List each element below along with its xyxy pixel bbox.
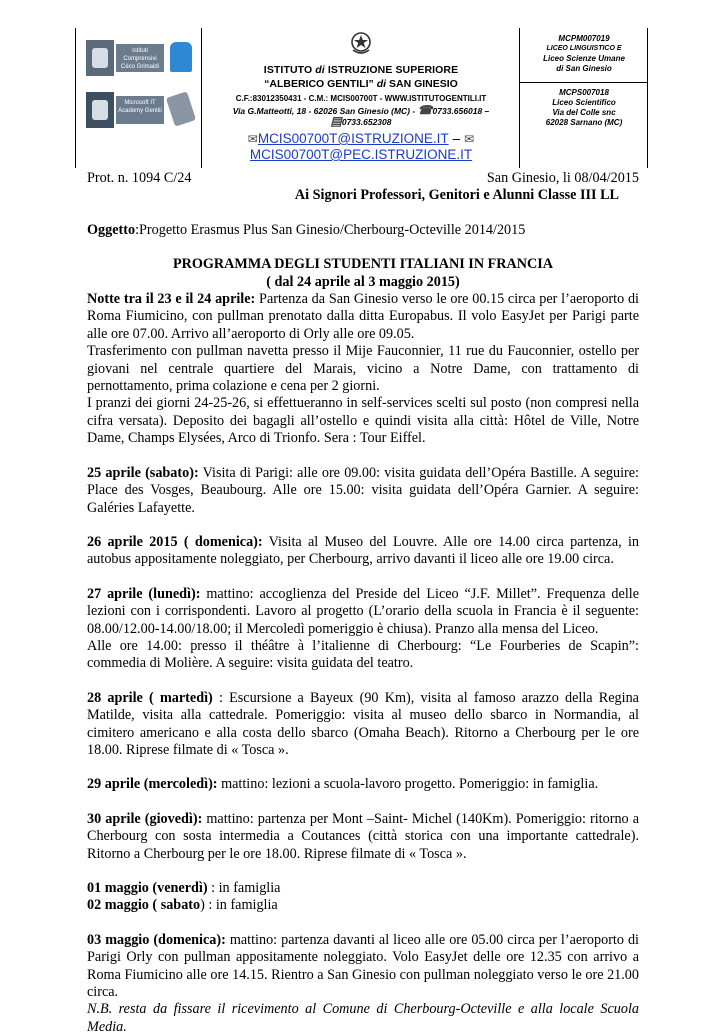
- protocol-row: [87, 170, 639, 187]
- day-26-april: 26 aprile 2015 ( domenica): Visita al Museo del Louvre. Alle ore 14.00 circa partenza, in autobus appositamente noleggiato, per Cherbourg, arrivo davanti il liceo alle ore 19.00 circa.: [87, 533, 639, 568]
- day-27-april-afternoon: Alle ore 14.00: presso il théâtre à l’italienne di Cherbourg: “Le Fourberies de Scapin”: commedia di Molière. A seguire: visita guidata del teatro.: [87, 637, 639, 672]
- envelope-icon: ✉: [247, 132, 258, 146]
- institute-name-line-1: ISTITUTO di ISTRUZIONE SUPERIORE: [263, 64, 459, 76]
- box-icon: [166, 91, 196, 126]
- subject: Oggetto:Progetto Erasmus Plus San Ginesio/Cherbourg-Octeville 2014/2015: [87, 221, 526, 238]
- day-28-april: 28 aprile ( martedì) : Escursione a Bayeux (90 Km), visita al famoso arazzo della Regina Matilde, visita alla cattedrale. Pomeriggio: visita al museo dello sbarco in Normandia, al cimitero americano e alla costa dello sbarco (Omaha Beach). Ritorno a Cherbourg per le ore 18.00. Riprese filmate di « Tosca ».: [87, 689, 639, 758]
- letterhead: [75, 28, 647, 168]
- institute-name-line-2: “ALBERICO GENTILI” di SAN GINESIO: [264, 78, 458, 90]
- branch-school-2: [521, 88, 647, 128]
- day-01-may: 01 maggio (venerdì) : in famiglia: [87, 880, 281, 896]
- branch-school-1: [521, 34, 647, 74]
- day-25-april: 25 aprile (sabato): Visita di Parigi: alle ore 09.00: visita guidata dell’Opéra Bastille. A seguire: Place des Vosges, Beaubourg. Alle ore 15.00: visita guidata dell’Opéra Garnier. A seguire: Galéries Lafayette.: [87, 464, 639, 516]
- logo-2-label: Microsoft IT Academy Gentili: [116, 96, 164, 124]
- paragraph-lunches: I pranzi dei giorni 24-25-26, si effettueranno in self-services scelti sul posto (non compresi nella cifra versata). Deposito dei bagagli all’ostello e quindi visita alla città: Hôtel de Ville, Notre Dame, Champs Elysées, Arco di Trionfo. Sera : Tour Eiffel.: [87, 395, 639, 447]
- program-title: PROGRAMMA DEGLI STUDENTI ITALIANI IN FRANCIA: [172, 256, 554, 273]
- day-03-may: 03 maggio (domenica): mattino: partenza davanti al liceo alle ore 05.00 circa per l’aeroporto di Parigi Orly con pullman appositamente noleggiato. Volo EasyJet delle ore 12.35 con arrivo a Roma Fiumicino alle ore 14.15. Rientro a San Ginesio con pullman noleggiato verso le ore 21.00 circa.: [87, 931, 639, 1001]
- header-border-left: [75, 28, 76, 168]
- branch-1-line-2: LICEO LINGUISTICO E: [546, 45, 622, 52]
- paragraph-departure: Notte tra il 23 e il 24 aprile: Partenza da San Ginesio verso le ore 00.15 circa per l’aeroporto di Roma Fiumicino, con pullman prenotato dalla ditta Europabus. Il volo EasyJet per Parigi parte alle ore 07.00. Arrivo all’aeroporto di Orly alle ore 09.05.: [87, 291, 640, 342]
- header-border-right: [647, 28, 648, 168]
- tshirt-icon: [170, 42, 192, 72]
- branch-2-line-2: Liceo Scientifico: [552, 98, 616, 107]
- institute-address: Via G.Matteotti, 18 - 62026 San Ginesio (MC) - ☎0733.656018 – ▤0733.652308: [232, 103, 490, 128]
- header-divider-left: [201, 28, 202, 168]
- branch-1-code: MCPM007019: [558, 34, 610, 43]
- branch-2-code: MCPS007018: [559, 88, 609, 97]
- day-29-april: 29 aprile (mercoledì): mattino: lezioni a scuola-lavoro progetto. Pomeriggio: in famiglia.: [87, 776, 599, 793]
- email-link-2[interactable]: MCIS00700T@PEC.ISTRUZIONE.IT: [249, 147, 473, 162]
- email-separator: –: [452, 131, 461, 146]
- fax-icon: ▤: [330, 114, 342, 128]
- branch-2-line-4: 62028 Sarnano (MC): [545, 118, 623, 127]
- program-dates: ( dal 24 aprile al 3 maggio 2015): [266, 273, 460, 290]
- header-divider-right: [519, 28, 520, 168]
- phone-icon: ☎: [417, 103, 433, 117]
- republic-emblem-icon: [349, 30, 373, 56]
- email-link-1[interactable]: MCIS00700T@ISTRUZIONE.IT: [257, 131, 449, 146]
- logo-1-label: Istituti Comprensivi Cèco Grimaldi: [116, 44, 164, 72]
- school-logo-1: [86, 40, 196, 76]
- day-30-april: 30 aprile (giovedì): mattino: partenza per Mont –Saint- Michel (140Km). Pomeriggio: ritorno a Cherbourg con sosta intermedia a Coutances (città storica con una importante cattedrale). Ritorno a Cherbourg per le ore 18.00. Riprese filmate di « Tosca ».: [87, 810, 639, 862]
- logo-square-icon: [86, 40, 114, 76]
- branch-1-line-4: di San Ginesio: [556, 64, 612, 73]
- nota-bene: N.B. resta da fissare il ricevimento al Comune di Cherbourg-Octeville e alla locale Scuola Media.: [87, 1001, 639, 1035]
- day-27-april: 27 aprile (lunedì): mattino: accoglienza del Preside del Liceo “J.F. Millet”. Frequenza delle lezioni con i corrispondenti. Lavoro al progetto (L’orario della scuola in Francia è il seguente: 08.00/12.00-14.00/18.00; il Mercoledì pomeriggio è chiusa). Pranzo alla mensa del Liceo.: [87, 585, 639, 637]
- institute-codes: C.F.:83012350431 - C.M.: MCIS00700T - WWW.ISTITUTOGENTILI.IT: [235, 94, 487, 103]
- letter-date: San Ginesio, li 08/04/2015: [486, 170, 639, 186]
- letter-body: [87, 170, 639, 1036]
- mail-stamp-icon: ✉: [464, 132, 475, 146]
- institute-block: [207, 28, 515, 162]
- recipients: Ai Signori Professori, Genitori e Alunni Classe III LL: [294, 187, 619, 204]
- day-02-may: 02 maggio ( sabato) : in famiglia: [87, 897, 278, 914]
- protocol-number: Prot. n. 1094 C/24: [87, 170, 192, 186]
- header-right-divider: [519, 82, 647, 83]
- branch-2-line-3: Via del Colle snc: [552, 108, 616, 117]
- branch-1-line-3: Liceo Scienze Umane: [543, 54, 625, 63]
- paragraph-transfer: Trasferimento con pullman navetta presso il Mije Fauconnier, 11 rue du Fauconnier, ostello per giovani nel centrale quartiere del Marais, vicino a Notre Dame, con trattamento di pernottamento, prima colazione e cena per 2 giorni.: [87, 343, 639, 395]
- academy-logo-icon: [86, 92, 114, 128]
- school-logo-2: [86, 92, 196, 128]
- institute-emails: [207, 131, 515, 162]
